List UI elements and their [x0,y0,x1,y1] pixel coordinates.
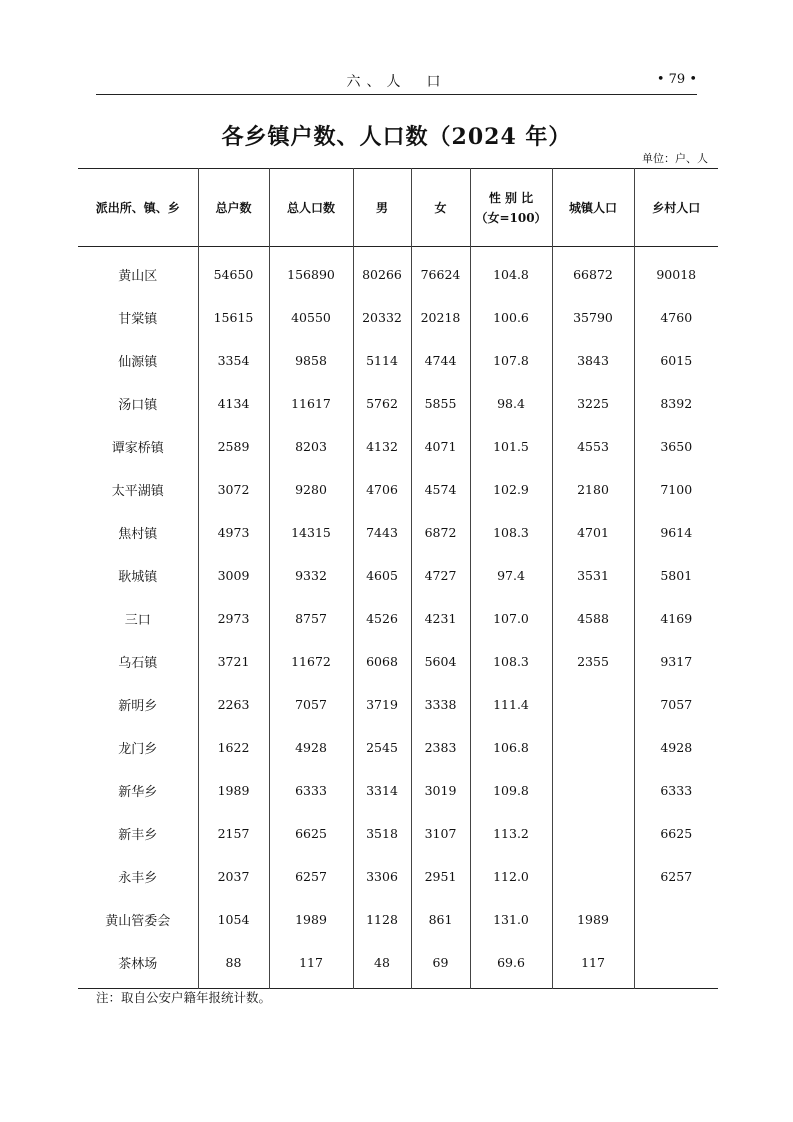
male-cell: 3518 [353,812,411,855]
total-population-cell: 40550 [269,296,353,339]
unit-name-cell: 永丰乡 [118,871,158,886]
male-cell: 20332 [353,296,411,339]
table-body [78,247,718,989]
urban-population-cell [552,855,634,898]
households-cell: 4134 [198,382,269,425]
urban-population-cell: 2355 [552,640,634,683]
sex-ratio-cell: 97.4 [470,554,552,597]
col-header-urban-population: 城镇人口 [552,169,634,247]
sex-ratio-cell: 131.0 [470,898,552,941]
sex-ratio-cell: 113.2 [470,812,552,855]
unit-name-cell: 仙源镇 [118,355,158,370]
households-cell: 3354 [198,339,269,382]
households-cell: 1989 [198,769,269,812]
rural-population-cell: 5801 [634,554,718,597]
male-cell: 4526 [353,597,411,640]
urban-population-cell: 4701 [552,511,634,554]
rural-population-cell: 6015 [634,339,718,382]
total-population-cell: 8203 [269,425,353,468]
table-row [78,941,718,989]
female-cell: 6872 [411,511,470,554]
total-population-cell: 6257 [269,855,353,898]
table-row [78,468,718,511]
female-cell: 3338 [411,683,470,726]
col-header-total-population: 总人口数 [269,169,353,247]
unit-name-cell: 焦村镇 [118,527,158,542]
urban-population-cell: 2180 [552,468,634,511]
urban-population-cell [552,769,634,812]
page-title: 各乡镇户数、人口数（2024 年） [221,124,572,150]
total-population-cell: 8757 [269,597,353,640]
female-cell: 4071 [411,425,470,468]
sex-ratio-label: 性 别 比 [488,190,534,205]
urban-population-cell [552,726,634,769]
households-cell: 2973 [198,597,269,640]
male-cell: 7443 [353,511,411,554]
rural-population-cell [634,941,718,989]
female-cell: 69 [411,941,470,989]
male-cell: 3306 [353,855,411,898]
population-table [78,168,718,989]
unit-name-cell: 太平湖镇 [111,484,164,499]
female-cell: 4744 [411,339,470,382]
male-cell: 1128 [353,898,411,941]
table-row [78,769,718,812]
table-row [78,554,718,597]
unit-name-cell: 耿城镇 [118,570,158,585]
unit-name-cell: 汤口镇 [118,398,158,413]
male-cell: 48 [353,941,411,989]
running-head [96,68,697,95]
male-cell: 3719 [353,683,411,726]
urban-population-cell: 3843 [552,339,634,382]
female-cell: 5604 [411,640,470,683]
table-row [78,640,718,683]
total-population-cell: 6625 [269,812,353,855]
urban-population-cell [552,683,634,726]
total-population-cell: 156890 [269,247,353,297]
sex-ratio-cell: 106.8 [470,726,552,769]
urban-population-cell: 66872 [552,247,634,297]
col-header-unit: 派出所、镇、乡 [95,200,180,215]
sex-ratio-cell: 100.6 [470,296,552,339]
households-cell: 1622 [198,726,269,769]
total-population-cell: 1989 [269,898,353,941]
sex-ratio-cell: 69.6 [470,941,552,989]
male-cell: 4706 [353,468,411,511]
urban-population-cell: 35790 [552,296,634,339]
sex-ratio-base: （女=100） [475,210,547,225]
urban-population-cell: 117 [552,941,634,989]
urban-population-cell: 4553 [552,425,634,468]
male-cell: 2545 [353,726,411,769]
total-population-cell: 7057 [269,683,353,726]
male-cell: 5114 [353,339,411,382]
households-cell: 15615 [198,296,269,339]
unit-name-cell: 黄山管委会 [105,914,171,929]
total-population-cell: 6333 [269,769,353,812]
table-row [78,597,718,640]
female-cell: 3019 [411,769,470,812]
sex-ratio-cell: 108.3 [470,640,552,683]
unit-name-cell: 甘棠镇 [118,312,158,327]
total-population-cell: 11672 [269,640,353,683]
sex-ratio-cell: 107.0 [470,597,552,640]
total-population-cell: 9332 [269,554,353,597]
male-cell: 4132 [353,425,411,468]
table-row [78,683,718,726]
female-cell: 861 [411,898,470,941]
table-row [78,898,718,941]
unit-name-cell: 龙门乡 [118,742,158,757]
table-row [78,855,718,898]
rural-population-cell: 4760 [634,296,718,339]
total-population-cell: 11617 [269,382,353,425]
total-population-cell: 14315 [269,511,353,554]
rural-population-cell: 90018 [634,247,718,297]
unit-name-cell: 新丰乡 [118,828,158,843]
footnote: 注：取自公安户籍年报统计数。 [96,990,272,1005]
total-population-cell: 117 [269,941,353,989]
female-cell: 2383 [411,726,470,769]
table-row [78,812,718,855]
households-cell: 88 [198,941,269,989]
rural-population-cell: 3650 [634,425,718,468]
rural-population-cell: 4928 [634,726,718,769]
rural-population-cell: 7057 [634,683,718,726]
unit-name-cell: 茶林场 [118,957,158,972]
section-title: 六、人 口 [346,74,447,90]
male-cell: 6068 [353,640,411,683]
table-row [78,511,718,554]
rural-population-cell: 6257 [634,855,718,898]
col-header-households: 总户数 [198,169,269,247]
female-cell: 3107 [411,812,470,855]
households-cell: 3009 [198,554,269,597]
households-cell: 2589 [198,425,269,468]
households-cell: 54650 [198,247,269,297]
rural-population-cell: 6333 [634,769,718,812]
col-header-male: 男 [353,169,411,247]
sex-ratio-cell: 112.0 [470,855,552,898]
table-row [78,247,718,297]
households-cell: 1054 [198,898,269,941]
unit-label: 单位：户、人 [642,152,708,165]
total-population-cell: 9858 [269,339,353,382]
rural-population-cell [634,898,718,941]
sex-ratio-cell: 108.3 [470,511,552,554]
urban-population-cell [552,812,634,855]
urban-population-cell: 4588 [552,597,634,640]
female-cell: 4727 [411,554,470,597]
unit-name-cell: 黄山区 [118,269,158,284]
sex-ratio-cell: 98.4 [470,382,552,425]
total-population-cell: 9280 [269,468,353,511]
unit-name-cell: 三口 [124,613,151,628]
total-population-cell: 4928 [269,726,353,769]
table-row [78,339,718,382]
female-cell: 2951 [411,855,470,898]
sex-ratio-cell: 104.8 [470,247,552,297]
male-cell: 3314 [353,769,411,812]
page-number: • 79 • [656,72,697,87]
male-cell: 4605 [353,554,411,597]
unit-name-cell: 谭家桥镇 [111,441,164,456]
households-cell: 2157 [198,812,269,855]
female-cell: 4231 [411,597,470,640]
table-header-row [78,169,718,247]
unit-name-cell: 乌石镇 [118,656,158,671]
female-cell: 4574 [411,468,470,511]
sex-ratio-cell: 101.5 [470,425,552,468]
table-row [78,296,718,339]
female-cell: 20218 [411,296,470,339]
households-cell: 2037 [198,855,269,898]
unit-name-cell: 新华乡 [118,785,158,800]
rural-population-cell: 6625 [634,812,718,855]
male-cell: 80266 [353,247,411,297]
urban-population-cell: 3225 [552,382,634,425]
sex-ratio-cell: 109.8 [470,769,552,812]
table-row [78,382,718,425]
sex-ratio-cell: 107.8 [470,339,552,382]
households-cell: 3721 [198,640,269,683]
rural-population-cell: 4169 [634,597,718,640]
households-cell: 3072 [198,468,269,511]
sex-ratio-cell: 102.9 [470,468,552,511]
col-header-sex-ratio [470,169,552,247]
table-row [78,425,718,468]
sex-ratio-cell: 111.4 [470,683,552,726]
rural-population-cell: 7100 [634,468,718,511]
households-cell: 2263 [198,683,269,726]
col-header-rural-population: 乡村人口 [634,169,718,247]
rural-population-cell: 9614 [634,511,718,554]
households-cell: 4973 [198,511,269,554]
unit-name-cell: 新明乡 [118,699,158,714]
female-cell: 76624 [411,247,470,297]
rural-population-cell: 9317 [634,640,718,683]
col-header-female: 女 [411,169,470,247]
rural-population-cell: 8392 [634,382,718,425]
female-cell: 5855 [411,382,470,425]
male-cell: 5762 [353,382,411,425]
urban-population-cell: 3531 [552,554,634,597]
table-row [78,726,718,769]
urban-population-cell: 1989 [552,898,634,941]
